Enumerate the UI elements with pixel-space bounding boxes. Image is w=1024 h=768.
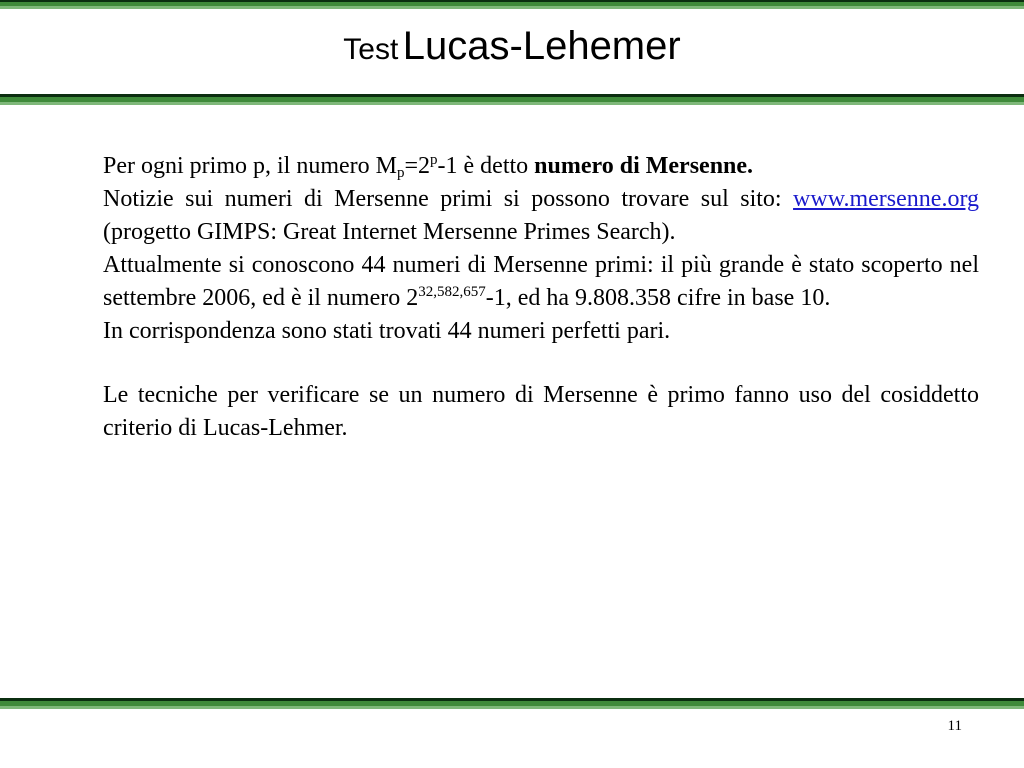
footer-decorative-band <box>0 698 1024 709</box>
slide-title <box>0 26 1024 66</box>
p1-text-a: Per ogni primo p, il numero M <box>103 153 397 179</box>
p1-bold-term: numero di Mersenne. <box>534 153 754 179</box>
title-small-word: Test <box>343 33 399 66</box>
paragraph-mersenne-site <box>103 183 979 249</box>
p3-exponent: 32,582,657 <box>418 284 486 300</box>
paragraph-perfect-numbers: In corrispondenza sono stati trovati 44 numeri perfetti pari. <box>103 318 671 344</box>
top-decorative-band <box>0 0 1024 9</box>
page-number: 11 <box>947 718 962 734</box>
paragraph-largest-prime <box>103 249 979 315</box>
p1-text-b: =2 <box>404 153 431 179</box>
paragraph-spacer <box>103 348 979 379</box>
p1-subscript: p <box>396 165 405 181</box>
p2-text-a: Notizie sui numeri di Mersenne primi si possono trovare sul sito: <box>103 186 794 212</box>
p3-text-a: Attualmente si conoscono 44 numeri di Mersenne primi: il più grande è stato scoperto nel settembre 2006, ed è il numero 2 <box>103 252 979 311</box>
paragraph-mersenne-definition <box>103 150 979 183</box>
paragraph-lucas-lehmer: Le tecniche per verificare se un numero di Mersenne è primo fanno uso del cosiddetto criterio di Lucas-Lehmer. <box>103 382 979 441</box>
p3-text-b: -1, ed ha 9.808.358 cifre in base 10. <box>485 285 831 311</box>
title-large-word: Lucas-Lehemer <box>402 24 681 68</box>
title-underline-band <box>0 94 1024 106</box>
p1-text-c: -1 è detto <box>437 153 535 179</box>
p1-superscript: p <box>430 152 438 168</box>
p2-text-b: (progetto GIMPS: Great Internet Mersenne Primes Search). <box>103 219 676 245</box>
mersenne-link[interactable]: www.mersenne.org <box>793 186 979 212</box>
slide-body <box>103 150 979 445</box>
